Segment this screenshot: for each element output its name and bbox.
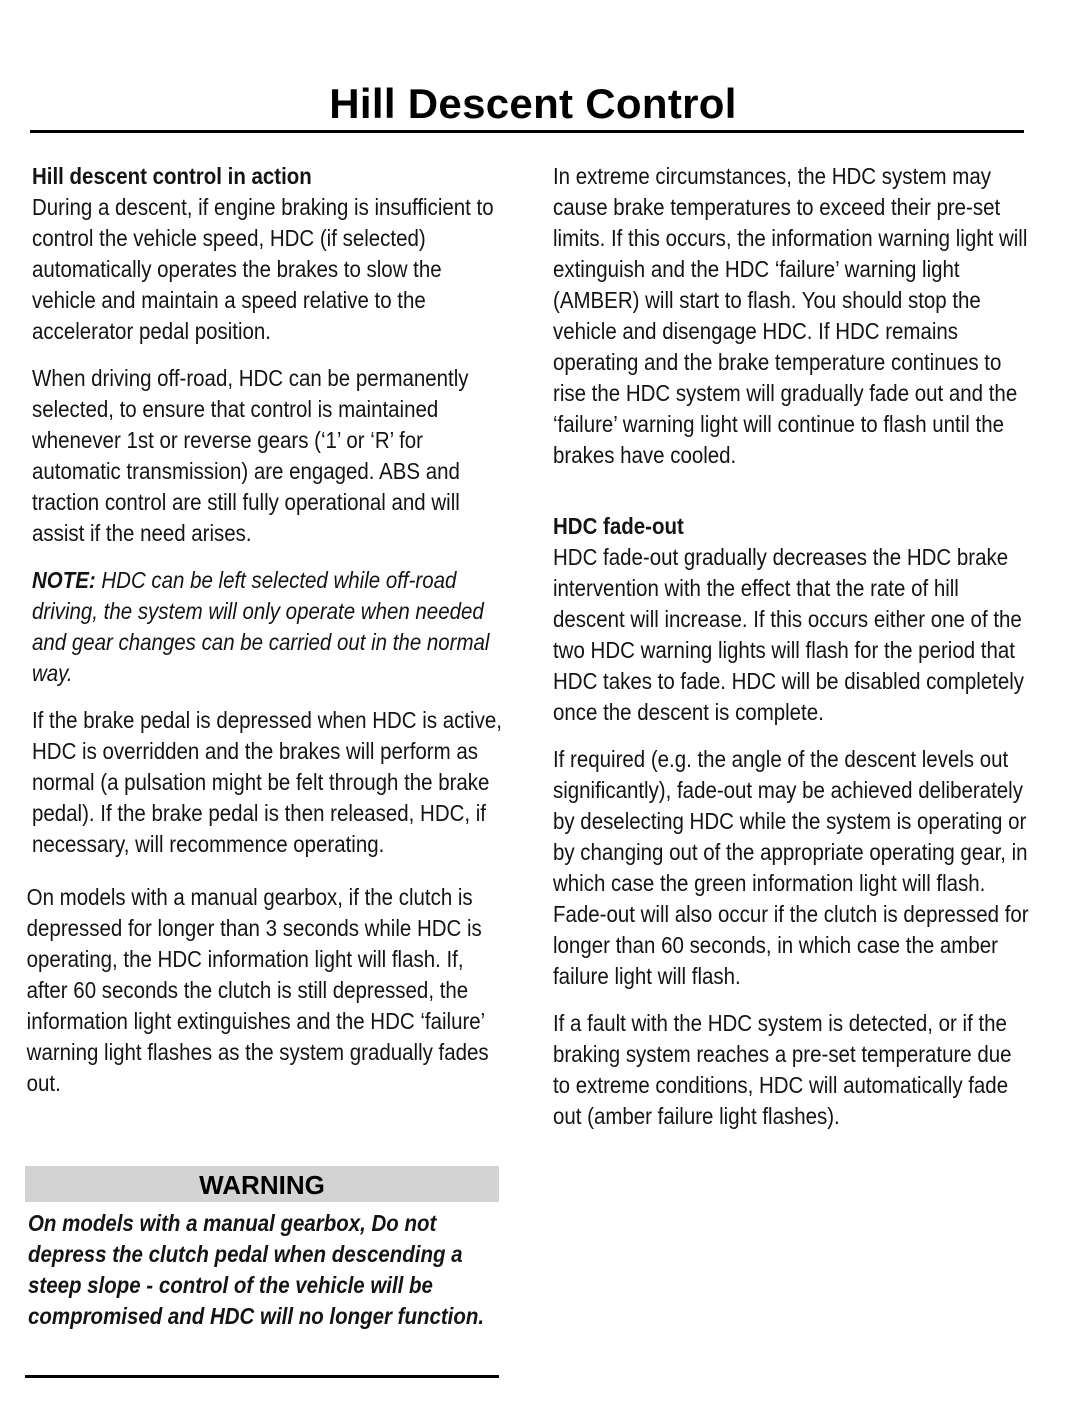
title-divider	[30, 130, 1024, 133]
paragraph-brake-pedal: If the brake pedal is depressed when HDC is active, HDC is overridden and the brakes will perform as normal (a pulsation might be felt through the brake pedal). If the brake pedal is then released, HDC, if necessary, will recommence operating.	[32, 707, 502, 857]
note-label: NOTE:	[32, 567, 96, 593]
paragraph-extreme-circumstances: In extreme circumstances, the HDC system may cause brake temperatures to exceed their pre-set limits. If this occurs, the information warning light will extinguish and the HDC ‘failure’ warning light (AMBER) will start to flash. You should stop the vehicle and disengage HDC. If HDC remains operating and the brake temperature continues to rise the HDC system will gradually fade out and the ‘failure’ warning light will continue to flash until the brakes have cooled.	[553, 163, 1028, 468]
warning-title: WARNING	[199, 1170, 325, 1200]
right-column	[553, 161, 1034, 1132]
note-text: HDC can be left selected while off-road driving, the system will only operate when needed and gear changes can be carried out in the normal way.	[32, 567, 490, 686]
paragraph-descent: During a descent, if engine braking is insufficient to control the vehicle speed, HDC (if selected) automatically operates the brakes to slow the vehicle and maintain a speed relative to the accelerator pedal position.	[32, 194, 494, 344]
section-heading-fade-out: HDC fade-out	[553, 513, 684, 539]
note-paragraph	[32, 565, 504, 689]
paragraph-fade-out: HDC fade-out gradually decreases the HDC brake intervention with the effect that the rate of hill descent will increase. If this occurs either one of the two HDC warning lights will flash for the period that HDC takes to fade. HDC will be disabled completely once the descent is complete.	[553, 544, 1025, 725]
warning-bottom-divider	[25, 1375, 499, 1378]
warning-text: On models with a manual gearbox, Do not depress the clutch pedal when descending a steep slope - control of the vehicle will be compromised and HDC will no longer function.	[28, 1210, 485, 1329]
paragraph-if-required: If required (e.g. the angle of the descent levels out significantly), fade-out may be achieved deliberately by deselecting HDC while the system is operating or by changing out of the appropriate operating gear, in which case the green information light will flash. Fade-out will also occur if the clutch is depressed for longer than 60 seconds, in which case the amber failure light will flash.	[553, 746, 1029, 989]
left-column	[26, 161, 504, 1099]
paragraph-fault-detected: If a fault with the HDC system is detected, or if the braking system reaches a pre-set temperature due to extreme conditions, HDC will automatically fade out (amber failure light flashes).	[553, 1010, 1012, 1129]
page-title: Hill Descent Control	[329, 80, 737, 128]
paragraph-off-road: When driving off-road, HDC can be permanently selected, to ensure that control is maintained whenever 1st or reverse gears (‘1’ or ‘R’ for automatic transmission) are engaged. ABS and traction control are still fully operational and will assist if the need arises.	[32, 365, 469, 546]
section-heading-hdc-in-action: Hill descent control in action	[32, 163, 312, 189]
paragraph-manual-gearbox: On models with a manual gearbox, if the clutch is depressed for longer than 3 seconds while HDC is operating, the HDC information light will flash. If, after 60 seconds the clutch is still depressed, the information light extinguishes and the HDC ‘failure’ warning light flashes as the system gradually fades out.	[26, 884, 489, 1096]
